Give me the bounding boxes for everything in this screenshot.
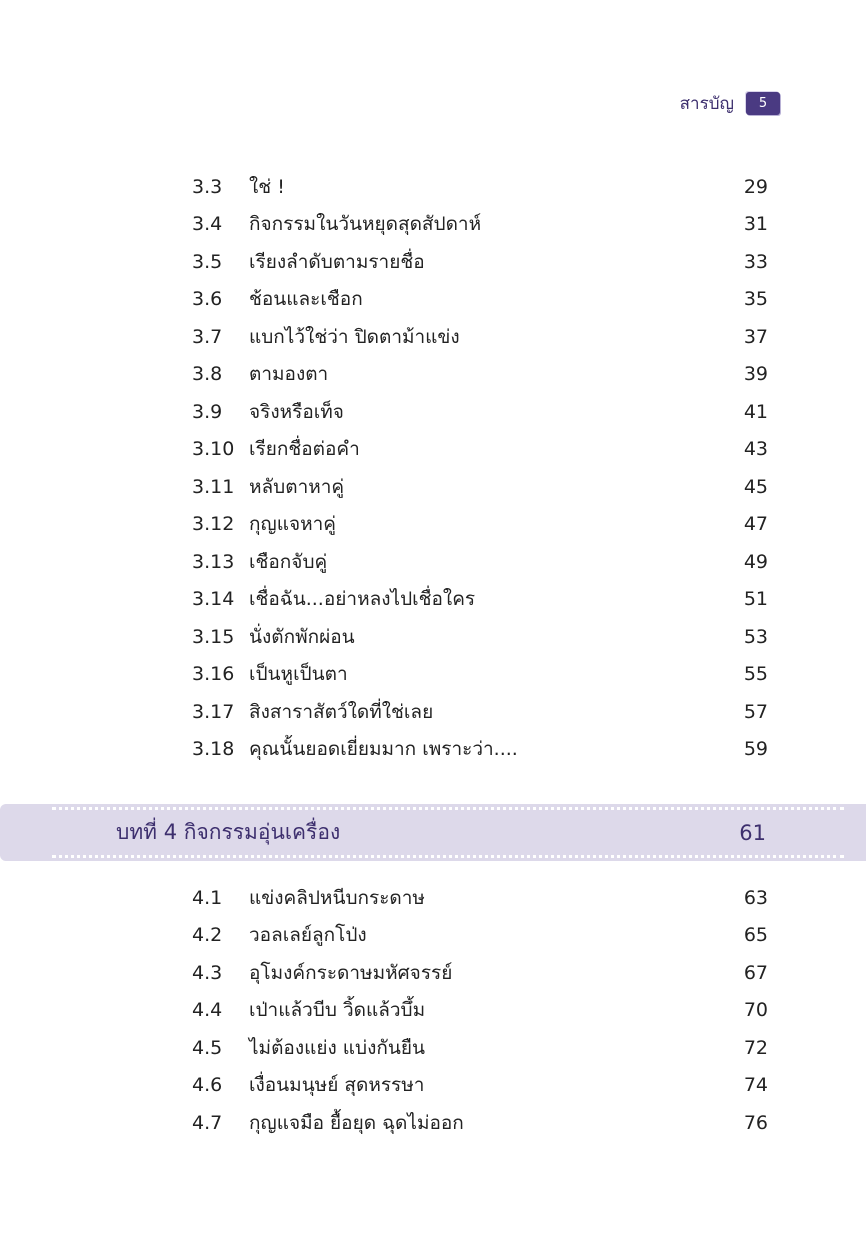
toc-entry-title: กิจกรรมในวันหยุดสุดสัปดาห์ (249, 213, 482, 236)
toc-entry-page: 74 (743, 1074, 768, 1097)
toc-entry[interactable] (192, 1104, 768, 1142)
toc-entry-title: ไม่ต้องแย่ง แบ่งกันยืน (249, 1036, 426, 1059)
toc-entry[interactable] (192, 992, 768, 1030)
toc-entry[interactable] (192, 618, 768, 656)
page-header (680, 90, 780, 117)
toc-entry-title: วอลเลย์ลูกโป่ง (249, 924, 367, 947)
toc-entry-title: เงื่อนมนุษย์ สุดหรรษา (249, 1074, 425, 1097)
chapter-4-heading[interactable] (0, 804, 866, 861)
toc-entry[interactable] (192, 731, 768, 769)
toc-entry[interactable] (192, 879, 768, 917)
toc-entry[interactable] (192, 468, 768, 506)
toc-entry-number: 4.4 (192, 999, 223, 1022)
toc-entry[interactable] (192, 393, 768, 431)
toc-entry-title: กุญแจหาคู่ (249, 513, 336, 536)
toc-entry-title: เป่าแล้วบีบ วิ้ดแล้วบึ้ม (249, 999, 426, 1022)
chapter-4-page: 61 (739, 820, 766, 845)
toc-entry-page: 39 (743, 363, 768, 386)
toc-entry-page: 35 (743, 288, 768, 311)
toc-entry-page: 63 (743, 886, 768, 909)
toc-entry-number: 3.3 (192, 175, 223, 198)
toc-entry[interactable] (192, 581, 768, 619)
toc-entry-number: 3.7 (192, 325, 223, 348)
toc-entry-page: 37 (743, 325, 768, 348)
toc-entry-title: เรียงลำดับตามรายชื่อ (249, 250, 425, 273)
toc-entry-number: 3.4 (192, 213, 223, 236)
toc-entry-number: 3.17 (192, 700, 235, 723)
toc-entry[interactable] (192, 506, 768, 544)
toc-entry[interactable] (192, 543, 768, 581)
toc-entry-page: 45 (743, 475, 768, 498)
toc-entry-title: แบกไว้ใช่ว่า ปิดตาม้าแข่ง (249, 325, 460, 348)
toc-entry[interactable] (192, 917, 768, 955)
toc-entry-number: 4.7 (192, 1111, 223, 1134)
toc-entry[interactable] (192, 281, 768, 319)
toc-entry-page: 29 (743, 175, 768, 198)
toc-entry-number: 3.6 (192, 288, 223, 311)
toc-entry-page: 53 (743, 625, 768, 648)
toc-entry-page: 31 (743, 213, 768, 236)
toc-entry-number: 3.12 (192, 513, 235, 536)
toc-entry-title: เป็นหูเป็นตา (249, 663, 348, 686)
toc-entry-number: 3.10 (192, 438, 235, 461)
toc-section-3 (192, 168, 768, 768)
toc-entry-number: 3.16 (192, 663, 235, 686)
toc-entry-title: แข่งคลิปหนีบกระดาษ (249, 886, 425, 909)
toc-entry-page: 43 (743, 438, 768, 461)
toc-entry[interactable] (192, 206, 768, 244)
toc-entry-page: 67 (743, 961, 768, 984)
chapter-4-title: บทที่ 4 กิจกรรมอุ่นเครื่อง (116, 820, 341, 844)
toc-entry-number: 4.6 (192, 1074, 223, 1097)
toc-entry-page: 76 (743, 1111, 768, 1134)
toc-entry-number: 3.11 (192, 475, 235, 498)
toc-entry[interactable] (192, 1029, 768, 1067)
toc-entry-page: 55 (743, 663, 768, 686)
toc-entry-title: สิงสาราสัตว์ใดที่ใช่เลย (249, 700, 434, 723)
toc-entry-number: 3.5 (192, 250, 223, 273)
page-number-badge: 5 (746, 92, 780, 115)
toc-entry-page: 49 (743, 550, 768, 573)
toc-entry-page: 65 (743, 924, 768, 947)
toc-entry[interactable] (192, 356, 768, 394)
toc-entry[interactable] (192, 693, 768, 731)
toc-entry-title: จริงหรือเท็จ (249, 400, 344, 423)
toc-entry-number: 3.13 (192, 550, 235, 573)
toc-entry-title: อุโมงค์กระดาษมหัศจรรย์ (249, 961, 453, 984)
toc-entry-page: 33 (743, 250, 768, 273)
toc-entry[interactable] (192, 431, 768, 469)
toc-entry-page: 57 (743, 700, 768, 723)
toc-entry-title: นั่งตักพักผ่อน (249, 625, 355, 648)
toc-entry[interactable] (192, 243, 768, 281)
toc-entry-number: 4.1 (192, 886, 223, 909)
toc-entry-page: 59 (743, 738, 768, 761)
toc-entry[interactable] (192, 656, 768, 694)
toc-entry-page: 51 (743, 588, 768, 611)
toc-entry-title: เชือกจับคู่ (249, 550, 328, 573)
toc-entry-title: เชื่อฉัน...อย่าหลงไปเชื่อใคร (249, 588, 476, 611)
toc-entry-number: 4.3 (192, 961, 223, 984)
toc-entry-title: คุณนั้นยอดเยี่ยมมาก เพราะว่า.... (249, 738, 518, 761)
toc-entry[interactable] (192, 954, 768, 992)
toc-entry-page: 41 (743, 400, 768, 423)
toc-entry-number: 3.14 (192, 588, 235, 611)
toc-entry-number: 4.5 (192, 1036, 223, 1059)
toc-entry-number: 3.18 (192, 738, 235, 761)
toc-entry[interactable] (192, 168, 768, 206)
toc-entry-page: 47 (743, 513, 768, 536)
toc-entry-title: ตามองตา (249, 363, 329, 386)
toc-entry-number: 4.2 (192, 924, 223, 947)
toc-entry-title: กุญแจมือ ยื้อยุด ฉุดไม่ออก (249, 1111, 464, 1134)
toc-entry-page: 72 (743, 1036, 768, 1059)
toc-entry-title: เรียกชื่อต่อคำ (249, 438, 360, 461)
toc-entry[interactable] (192, 1067, 768, 1105)
toc-entry-title: หลับตาหาคู่ (249, 475, 345, 498)
toc-section-4 (192, 879, 768, 1142)
toc-entry-page: 70 (743, 999, 768, 1022)
toc-header-title: สารบัญ (679, 94, 734, 114)
toc-entry-title: ใช่ ! (249, 175, 285, 198)
toc-entry-number: 3.9 (192, 400, 223, 423)
toc-entry-number: 3.15 (192, 625, 235, 648)
toc-entry-number: 3.8 (192, 363, 223, 386)
toc-entry[interactable] (192, 318, 768, 356)
toc-entry-title: ช้อนและเชือก (249, 288, 363, 311)
